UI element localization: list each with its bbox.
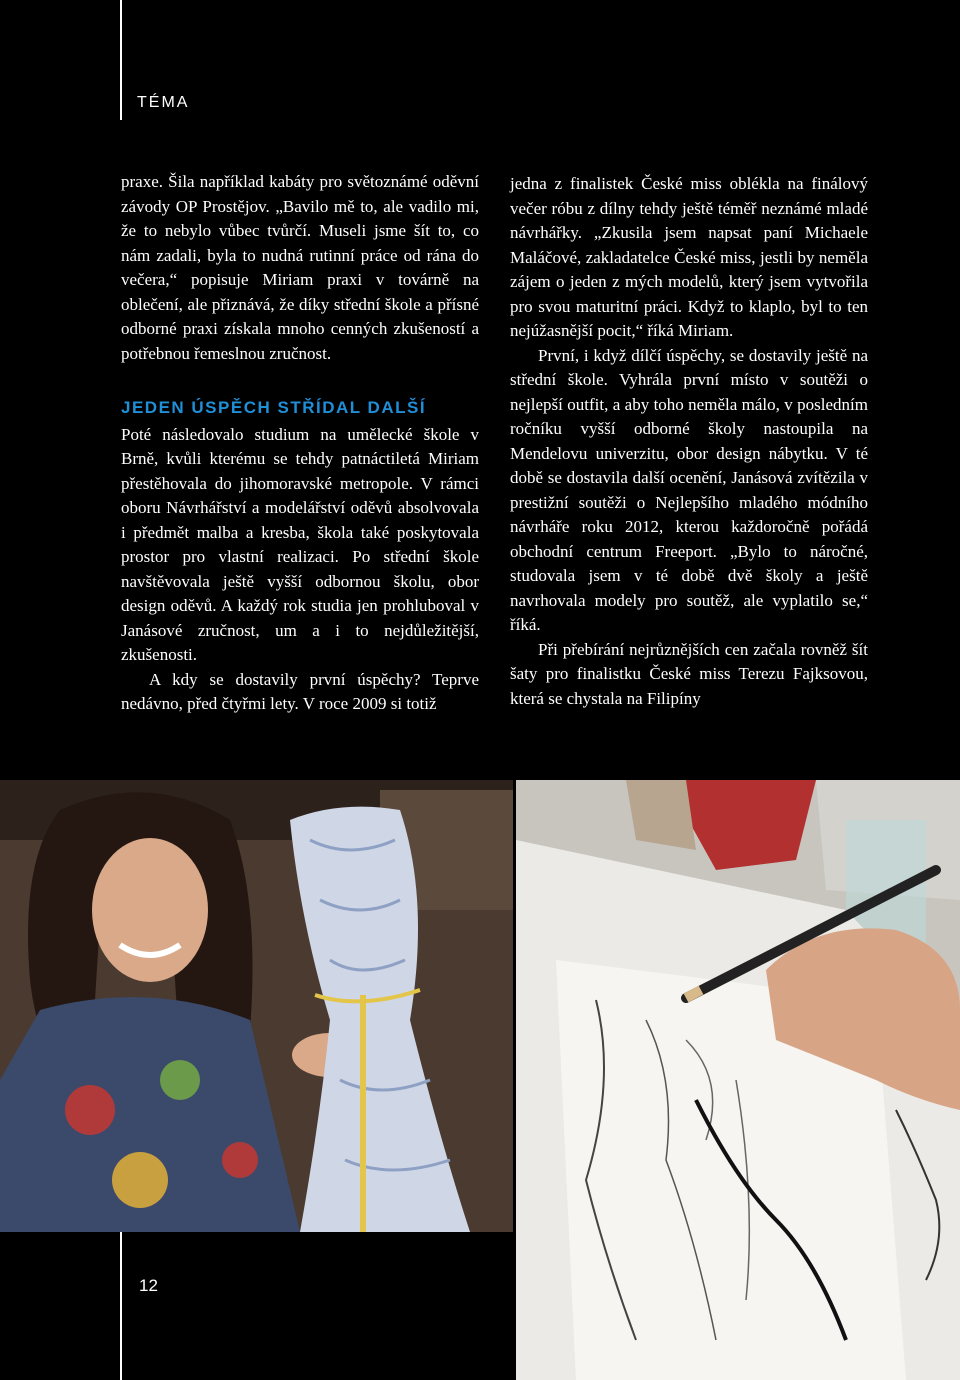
paragraph: První, i když dílčí úspěchy, se dostavily ještě na střední škole. Vyhrála první místo v soutěži o nejlepší outfit, a aby toho neměla málo, v posledním ročníku vyšší odborné školy nastoupila na Mendelovu univerzitu, obor design nábytku. V té době se dostavila další ocenění, Janásová zvítězila v prestižní soutěži o Nejlepšího mladého módního návrháře roku 2012, kterou každoročně pořádá obchodní centrum Freeport. „Bylo to náročné, studovala jsem v té době dvě školy a ještě navrhovala modely pro soutěž, ale vyplatilo se,“ říká. (510, 345, 868, 634)
section-label: TÉMA (137, 94, 190, 111)
page-number: 12 (139, 1276, 158, 1295)
paragraph: praxe. Šila například kabáty pro světoznámé oděvní závody OP Prostějov. „Bavilo mě to, ale vadilo mi, že to nebylo vůbec tvůrčí. Museli jsme šít to, co nám zadali, byla to nudná rutinní práce od rána do večera,“ popisuje Miriam praxi v továrně na oblečení, ale přiznává, že díky střední škole a přísné odborné praxi získala mnoho cenných zkušeností a potřebnou řemeslnou zručnost. (121, 172, 479, 363)
paragraph: A kdy se dostavily první úspěchy? Teprve nedávno, před čtyřmi lety. V roce 2009 si totiž (121, 669, 479, 713)
paragraph: Poté následovalo studium na umělecké škole v Brně, kvůli kterému se tehdy patnáctiletá Miriam přestěhovala do jihomoravské metropole. V rámci oboru Návrhářství a modelářství oděvů absolvovala i předmět malba a kresba, škola také poskytovala prostor pro vlastní realizaci. Po střední škole navštěvovala ještě vyšší odbornou školu, obor design oděvů. A každý rok studia jen prohluboval v Janásové zručnost, um a i to nejdůležitější, zkušenosti. (121, 424, 479, 664)
paragraph: jedna z finalistek České miss oblékla na finálový večer róbu z dílny tehdy ještě téměř neznámé mladé návrhářky. „Zkusila jsem napsat paní Michaele Maláčové, zakladatelce České miss, jestli by neměla zájem o jeden z mých modelů, který jsem vytvořila pro svou maturitní práci. Když to klaplo, byl to ten nejúžasnější pocit,“ říká Miriam. (510, 174, 868, 340)
right-text-column (510, 172, 868, 711)
sketching-photo (516, 780, 960, 1380)
decorative-rule (120, 0, 122, 120)
designer-photo-illustration (0, 780, 513, 1232)
subheading: JEDEN ÚSPĚCH STŘÍDAL DALŠÍ (121, 398, 427, 417)
decorative-rule (120, 1232, 122, 1380)
paragraph: Při přebírání nejrůznějších cen začala rovněž šít šaty pro finalistku České miss Terezu Fajksovou, která se chystala na Filipíny (510, 639, 868, 708)
designer-photo (0, 780, 513, 1232)
left-text-column (121, 170, 479, 717)
sketching-photo-illustration (516, 780, 960, 1380)
